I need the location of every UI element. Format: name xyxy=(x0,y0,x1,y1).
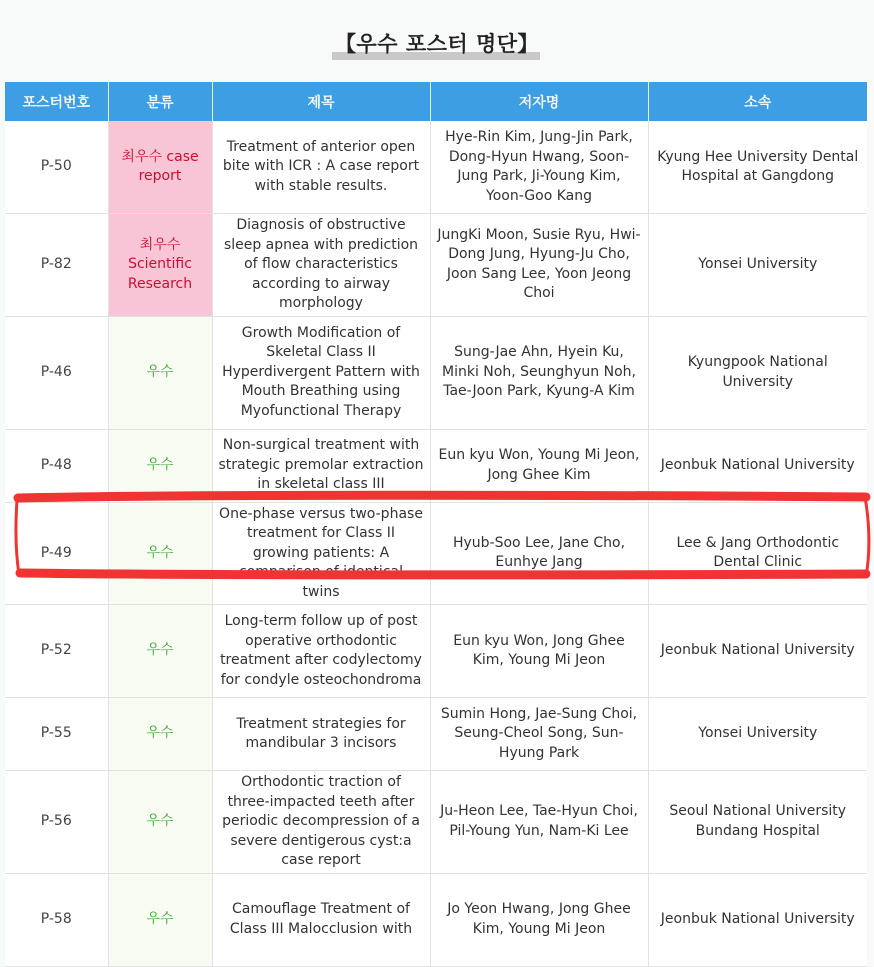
table-row xyxy=(5,698,867,771)
poster-authors: Sumin Hong, Jae-Sung Choi, Seung-Cheol Song, Sun-Hyung Park xyxy=(430,698,648,771)
poster-affiliation: Jeonbuk National University xyxy=(648,605,867,698)
poster-number: P-55 xyxy=(5,698,108,771)
poster-affiliation: Yonsei University xyxy=(648,698,867,771)
poster-affiliation: Lee & Jang Orthodontic Dental Clinic xyxy=(648,502,867,605)
category-cell: 우수 xyxy=(108,873,212,966)
poster-number: P-56 xyxy=(5,771,108,874)
table-row xyxy=(5,873,867,966)
poster-affiliation: Kyung Hee University Dental Hospital at Gangdong xyxy=(648,121,867,214)
category-cell: 최우수 Scientific Research xyxy=(108,214,212,317)
table-row xyxy=(5,605,867,698)
table-row xyxy=(5,771,867,874)
poster-authors: Eun kyu Won, Jong Ghee Kim, Young Mi Jeon xyxy=(430,605,648,698)
table-header-row xyxy=(5,82,867,121)
category-cell: 우수 xyxy=(108,429,212,502)
poster-table xyxy=(5,82,867,967)
category-cell: 우수 xyxy=(108,316,212,429)
poster-authors: Hyub-Soo Lee, Jane Cho, Eunhye Jang xyxy=(430,502,648,605)
poster-number: P-50 xyxy=(5,121,108,214)
poster-authors: Eun kyu Won, Young Mi Jeon, Jong Ghee Kim xyxy=(430,429,648,502)
header-title: 제목 xyxy=(212,82,430,121)
poster-number: P-46 xyxy=(5,316,108,429)
category-cell: 우수 xyxy=(108,502,212,605)
table-row xyxy=(5,316,867,429)
header-category: 분류 xyxy=(108,82,212,121)
category-cell: 우수 xyxy=(108,605,212,698)
poster-affiliation: Yonsei University xyxy=(648,214,867,317)
poster-affiliation: Seoul National University Bundang Hospital xyxy=(648,771,867,874)
poster-title: Orthodontic traction of three-impacted teeth after periodic decompression of a severe dentigerous cyst:a case report xyxy=(212,771,430,874)
category-cell: 최우수 case report xyxy=(108,121,212,214)
table-row xyxy=(5,121,867,214)
poster-number: P-49 xyxy=(5,502,108,605)
title-area xyxy=(0,0,874,82)
poster-authors: Ju-Heon Lee, Tae-Hyun Choi, Pil-Young Yun, Nam-Ki Lee xyxy=(430,771,648,874)
header-poster-number: 포스터번호 xyxy=(5,82,108,121)
header-authors: 저자명 xyxy=(430,82,648,121)
poster-number: P-52 xyxy=(5,605,108,698)
poster-title: Treatment strategies for mandibular 3 incisors xyxy=(212,698,430,771)
poster-authors: JungKi Moon, Susie Ryu, Hwi-Dong Jung, Hyung-Ju Cho, Joon Sang Lee, Yoon Jeong Choi xyxy=(430,214,648,317)
poster-title: Long-term follow up of post operative orthodontic treatment after codylectomy for condyle osteochondroma xyxy=(212,605,430,698)
poster-title: Camouflage Treatment of Class III Malocclusion with xyxy=(212,873,430,966)
poster-title: Non-surgical treatment with strategic premolar extraction in skeletal class III xyxy=(212,429,430,502)
poster-affiliation: Jeonbuk National University xyxy=(648,873,867,966)
poster-affiliation: Kyungpook National University xyxy=(648,316,867,429)
poster-title: One-phase versus two-phase treatment for Class II growing patients: A comparison of identical twins xyxy=(212,502,430,605)
poster-number: P-82 xyxy=(5,214,108,317)
category-cell: 우수 xyxy=(108,698,212,771)
header-affiliation: 소속 xyxy=(648,82,867,121)
poster-number: P-58 xyxy=(5,873,108,966)
poster-number: P-48 xyxy=(5,429,108,502)
category-cell: 우수 xyxy=(108,771,212,874)
poster-authors: Sung-Jae Ahn, Hyein Ku, Minki Noh, Seunghyun Noh, Tae-Joon Park, Kyung-A Kim xyxy=(430,316,648,429)
table-row xyxy=(5,214,867,317)
poster-authors: Jo Yeon Hwang, Jong Ghee Kim, Young Mi Jeon xyxy=(430,873,648,966)
poster-title: Treatment of anterior open bite with ICR : A case report with stable results. xyxy=(212,121,430,214)
page-title: 【우수 포스터 명단】 xyxy=(334,32,540,56)
table-row xyxy=(5,429,867,502)
table-row-highlighted xyxy=(5,502,867,605)
poster-title: Growth Modification of Skeletal Class II Hyperdivergent Pattern with Mouth Breathing using Myofunctional Therapy xyxy=(212,316,430,429)
poster-affiliation: Jeonbuk National University xyxy=(648,429,867,502)
poster-authors: Hye-Rin Kim, Jung-Jin Park, Dong-Hyun Hwang, Soon-Jung Park, Ji-Young Kim, Yoon-Goo Kang xyxy=(430,121,648,214)
poster-title: Diagnosis of obstructive sleep apnea with prediction of flow characteristics according to airway morphology xyxy=(212,214,430,317)
